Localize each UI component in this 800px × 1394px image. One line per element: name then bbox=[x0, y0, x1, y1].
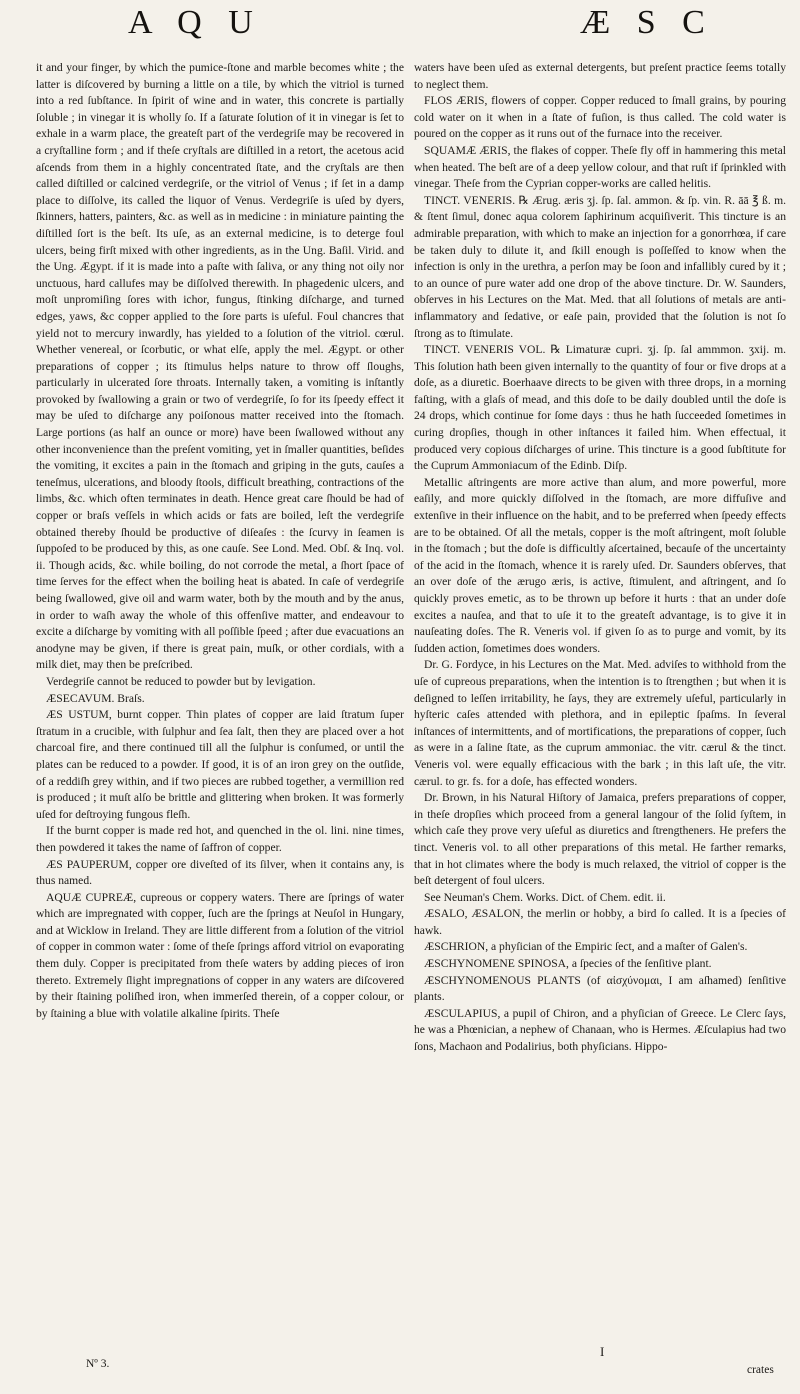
running-head-left: A Q U bbox=[128, 4, 262, 41]
paragraph: waters have been uſed as external detergents, but preſent practice ſeems totally to neglect them. bbox=[414, 61, 786, 91]
left-column bbox=[36, 60, 404, 1022]
paragraph: TINCT. VENERIS VOL. ℞ Limaturæ cupri. ʒj. ſp. ſal ammmon. ʒxij. m. This ſolution hath been given internally to the quantity of four or five drops at a doſe, as a diuretic. Boerhaave directs to be given with three drops, in a morning faſting, with a glaſs of mead, and this doſe to be daily doubled until the doſe is 24 drops, which continue for ſome days : thus he hath ſucceeded ſometimes in curing dropſies, though in other inſtances it failed him. When effectual, it produced very copious diſcharges of urine. This tincture is a good ſubſtitute for the Cuprum Ammoniacum of the Edinb. Diſp. bbox=[414, 343, 786, 473]
paragraph: FLOS ÆRIS, flowers of copper. Copper reduced to ſmall grains, by pouring cold water on it when in a ſtate of fuſion, is thus called. The cold water is poured on the copper as it runs out of the furnace into the receiver. bbox=[414, 94, 786, 141]
paragraph: ÆSCHYNOMENE SPINOSA, a ſpecies of the ſenſitive plant. bbox=[424, 957, 712, 971]
paragraph: Dr. Brown, in his Natural Hiſtory of Jamaica, prefers preparations of copper, in theſe dropſies which proceed from a general langour of the ſolid ſyſtem, in which caſe they prove very uſeful as diuretics and ſtrengtheners. He prefers the tinct. Veneris vol. to all other preparations of this metal. He farther remarks, that in hot climates where the body is much relaxed, the vitriol of copper is the beſt detergent of foul ulcers. bbox=[414, 791, 786, 888]
paragraph: it and your finger, by which the pumice-ſtone and marble becomes white ; the latter is diſcovered by burning a little on a tile, by which the vitriol is turned into a red ſubſtance. In ſpirit of wine and in water, this concrete is partially ſoluble ; in vinegar it is wholly ſo. If a ſaturate ſolution of it in vinegar is ſet to exhale in a warm place, the greateſt part of the verdegriſe may be recovered in a cryſtalline form ; and if theſe cryſtals are diſtilled in a retort, the acetous acid aſcends from them in a highly concentrated ſtate, and the cryſtals are then called diſtilled or calcined verdegriſe, or the vitriol of Venus ; if ſet in a damp place to diſſolve, its called the liquor of Venus. Verdegriſe is uſed by dyers, ſkinners, hatters, painters, &c. as well as in medicine : in miniature painting the diſtilled ſort is the beſt. Its uſe, as an external medicine, is to deterge foul ulcers, being firſt mixed with other ingredients, as in the Ung. Baſil. Virid. and the Ung. Ægypt. if it is made into a paſte with ſaliva, or any thing not oily nor unctuous, hard callufes may be diſſolved therewith. In phagedenic ulcers, and moſt unpromiſing ſores with ichor, fungus, ſtinking diſcharge, and turned edges, yaws, &c copper applied to the ſore parts is uſeful. Foul chancres that yield not to mercury inwardly, has yielded to a ſolution of the vitriol. cœrul. Whether venereal, or ſcorbutic, or what elſe, apply the mel. Ægypt. or other preparations of copper ; its ſtimulus helps nature to throw off ſloughs, particularly in ulcerated ſore throats. Internally taken, a vomiting is inſtantly provoked by ſwallowing a grain or two of verdegriſe, ſo for its ſpeedy effect it may be uſed to diſcharge any poiſonous matter received into the ſtomach. Large portions (as half an ounce or more) have been ſwallowed without any other inconvenience than the preſent vomiting, yet in ſmaller quantities, beſides the vomiting, it excites a pain in the ſtomach and griping in the guts, cauſes a teneſmus, ulcerations, and bloody ſtools, difficult breathing, contractions of the limbs, &c. which often terminates in death. Hence great care ſhould be had of copper or braſs veſſels in which acids or fats are boiled, leſt the verdegriſe obtained thereby ſhould be productive of diſeaſes : the ſcurvy in ſeamen is ſuppoſed to be produced by this, as one cauſe. See Lond. Med. Obſ. & Inq. vol. ii. Though acids, &c. while boiling, do not corrode the metal, a ſhort ſpace of time ſerves for the effect when the boiling heat is abated. In caſe of verdegriſe being ſwallowed, give oil and warm water, both by the mouth and by the anus, in order to waſh away the whole of this offenſive matter, and endeavour to excite a diſcharge by vomiting with all poſſible ſpeed ; after due evacuations an anodyne may be given, if there is great pain, muſk, or other cordials, with a milk diet, may then be preſcribed. bbox=[36, 61, 405, 672]
signature-mark: I bbox=[600, 1344, 605, 1359]
paragraph: Metallic aſtringents are more active than alum, and more powerful, more eaſily, and more quickly diſſolved in the ſtomach, are more diffuſive and extenſive in their influence on the habit, and to be preferred when ſpeedy effects are to be obtained. Of all the metals, copper is the moſt aſtringent, moſt ſoluble in the ſtomach ; but the doſe is difficultly aſcertained, becauſe of the uncertainty of the acid in the ſtomach, whence it is rarely uſed. Dr. Saunders obſerves, that an over doſe of the ærugo æris, is active, ſtimulent, and aſtringent, and ſo quickly proves emetic, as to be thrown up before it hurts : that an under doſe excites a nauſea, and that to uſe it to the greateſt advantage, is to give it in nauſeating doſes. The R. Veneris vol. if given ſo as to purge and vomit, by its ſudden action, ſometimes does wonders. bbox=[414, 475, 786, 655]
paragraph: Dr. G. Fordyce, in his Lectures on the Mat. Med. adviſes to withhold from the uſe of cupreous preparations, when the intention is to ſtrengthen ; but when it is deſigned to leſſen irritability, he ſays, they are extremely uſeful, particularly in hyſteric caſes attended with plethora, and in epileptic ſpaſms. In ſeveral inſtances of intermittents, and of mortifications, the preparations of copper, ſuch as were in a ſaline ſtate, as the cuprum ammoniac. the vitr. cærul & the tinct. Veneris vol. were equally efficacious with the bark ; in this laſt uſe, the vitr. cærul. to gr. fs. for a doſe, has effected wonders. bbox=[414, 658, 786, 788]
right-column bbox=[414, 60, 786, 1056]
paragraph: ÆSCHYNOMENOUS PLANTS (of αἰσχύνομαι, I am aſhamed) ſenſitive plants. bbox=[414, 973, 786, 1004]
paragraph: ÆS PAUPERUM, copper ore diveſted of its ſilver, when it contains any, is thus named. bbox=[36, 857, 404, 888]
paragraph: ÆS USTUM, burnt copper. Thin plates of copper are laid ſtratum ſuper ſtratum in a crucible, with ſulphur and ſea ſalt, then they are placed over a hot charcoal fire, and there continued till all the ſulphur is conſumed, or until the plates can be reduced to a powder. If good, it is of an iron grey on the outſide, of a reddiſh grey within, and if two pieces are rubbed together, a vermillion red is produced ; it muſt alſo be brittle and glittering when broken. It was formerly uſed for deſtroying fungous fleſh. bbox=[36, 708, 404, 821]
running-head-right: Æ S C bbox=[580, 4, 714, 41]
paragraph: TINCT. VENERIS. ℞ Ærug. æris ʒj. ſp. ſal. ammon. & ſp. vin. R. āā ℥ ß. m. & ſtent ſimul, donec aqua colorem ſaphirinum acquiſiverit. This tincture is an admirable preparation, with which to make an injection for a gonorrhœa, if care be taken duly to dilute it, and ſkill enough is poſſeſſed to know when the infection is only in the urethra, a perſon may be ſoon and infallibly cured by it ; to an ounce of pure water add one drop of the above tincture. Dr. W. Saunders, obſerves in his Lectures on the Mat. Med. that all ſolutions of metals are anti-inflammatory and ſedative, or eaſe pain, provided that the ſolution is not ſo ſtrong as to ſtimulate. bbox=[414, 193, 786, 340]
paragraph: See Neuman's Chem. Works. Dict. of Chem. edit. ii. bbox=[424, 890, 666, 904]
paragraph: AQUÆ CUPREÆ, cupreous or coppery waters. There are ſprings of water which are impregnated with copper, ſuch are the ſprings at Neuſol in Hungary, and at Wicklow in Ireland. They are little different from a ſolution of the vitriol of copper in common water : ſome of theſe ſprings afford vitriol on evaporating them duly. Copper is precipitated from theſe waters by adding pieces of iron thereto. Extremely ſlight impregnations of copper in any waters are diſcovered by their ſtaining poliſhed iron, when immerſed therein, of a copper colour, or by ſtaining a blue with volatile alkaline ſpirits. Theſe bbox=[36, 890, 404, 1020]
paragraph: ÆSCHRION, a phyſician of the Empiric ſect, and a maſter of Galen's. bbox=[424, 940, 748, 954]
paragraph: Verdegriſe cannot be reduced to powder but by levigation. bbox=[46, 674, 316, 688]
signature-number: Nº 3. bbox=[86, 1358, 110, 1370]
paragraph: If the burnt copper is made red hot, and quenched in the ol. lini. nine times, then powdered it takes the name of ſaffron of copper. bbox=[36, 824, 404, 854]
paragraph: ÆSCULAPIUS, a pupil of Chiron, and a phyſician of Greece. Le Clerc ſays, he was a Phœnician, a nephew of Chanaan, who is Hermes. Æſculapius had two ſons, Machaon and Podalirius, both phyſicians. Hippo- bbox=[414, 1006, 786, 1054]
paragraph: ÆSECAVUM. Braſs. bbox=[46, 691, 145, 705]
paragraph: ÆSALO, ÆSALON, the merlin or hobby, a bird ſo called. It is a ſpecies of hawk. bbox=[414, 907, 786, 937]
catchword: crates bbox=[747, 1364, 774, 1376]
paragraph: SQUAMÆ ÆRIS, the flakes of copper. Theſe fly off in hammering this metal when heated. The beſt are of a deep yellow colour, and that ruſt if ſprinkled with vinegar. Theſe from the Cyprian copper-works are called helitis. bbox=[414, 143, 786, 191]
